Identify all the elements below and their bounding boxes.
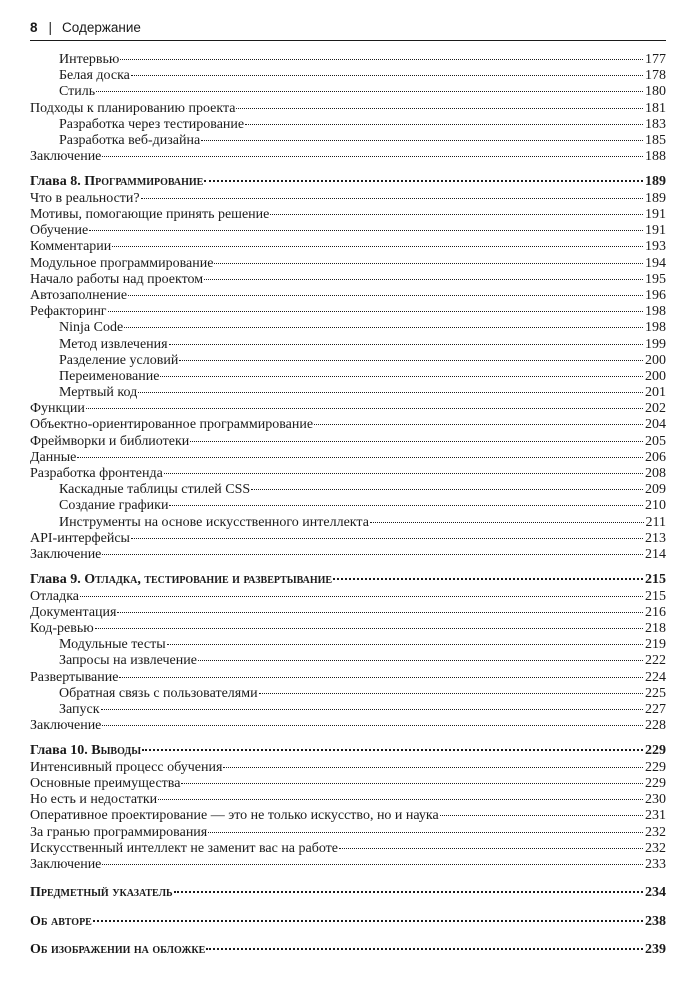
dot-leader bbox=[101, 709, 643, 710]
page-number: 196 bbox=[645, 287, 666, 303]
chapter-title: Выводы bbox=[91, 743, 142, 759]
dot-leader bbox=[112, 246, 643, 247]
page-number: 224 bbox=[645, 669, 666, 685]
chapter-number: Глава 8. bbox=[30, 174, 81, 190]
dot-leader bbox=[245, 124, 643, 125]
toc-entry[interactable] bbox=[30, 369, 666, 385]
dot-leader bbox=[141, 198, 643, 199]
toc-entry[interactable] bbox=[30, 401, 666, 417]
page-number: 188 bbox=[645, 149, 666, 165]
toc-entry[interactable] bbox=[30, 637, 666, 653]
toc-entry[interactable] bbox=[30, 760, 666, 776]
toc-entry[interactable] bbox=[30, 239, 666, 255]
entry-title: Начало работы над проектом bbox=[30, 271, 204, 287]
toc-entry[interactable] bbox=[30, 304, 666, 320]
toc-entry[interactable] bbox=[30, 808, 666, 824]
toc-entry[interactable] bbox=[30, 605, 666, 621]
entry-title: Ninja Code bbox=[59, 320, 124, 336]
page-number: 229 bbox=[645, 743, 666, 759]
dot-leader bbox=[120, 59, 643, 60]
entry-title: Рефакторинг bbox=[30, 304, 107, 320]
dot-leader bbox=[102, 864, 643, 865]
page-number: 239 bbox=[645, 942, 666, 958]
entry-title: Модульные тесты bbox=[59, 637, 166, 653]
entry-title: Отладка bbox=[30, 588, 80, 604]
page-number: 180 bbox=[645, 84, 666, 100]
toc-entry[interactable] bbox=[30, 385, 666, 401]
dot-leader bbox=[206, 948, 643, 950]
page-number: 215 bbox=[645, 572, 666, 588]
dot-leader bbox=[204, 279, 643, 280]
toc-entry[interactable] bbox=[30, 498, 666, 514]
toc-entry[interactable] bbox=[30, 653, 666, 669]
chapter-number: Глава 9. bbox=[30, 572, 81, 588]
entry-title: Основные преимущества bbox=[30, 776, 181, 791]
dot-leader bbox=[440, 815, 643, 816]
chapter-heading[interactable] bbox=[30, 742, 666, 760]
page-number: 216 bbox=[645, 604, 666, 620]
entry-title: Комментарии bbox=[30, 239, 112, 255]
back-matter-entry[interactable] bbox=[30, 884, 666, 902]
page-number: 181 bbox=[645, 100, 666, 116]
dot-leader bbox=[208, 832, 643, 833]
dot-leader bbox=[333, 578, 643, 580]
dot-leader bbox=[124, 327, 643, 328]
page-number: 199 bbox=[645, 336, 666, 352]
entry-title: Код-ревью bbox=[30, 621, 94, 636]
entry-title: Заключение bbox=[30, 149, 102, 165]
page-number: 193 bbox=[645, 239, 666, 255]
header-separator: | bbox=[48, 20, 53, 35]
entry-title: Запросы на извлечение bbox=[59, 653, 197, 669]
toc-entry[interactable] bbox=[30, 353, 666, 369]
page-number: 230 bbox=[645, 792, 666, 808]
page-number: 178 bbox=[645, 68, 666, 84]
entry-title: Подходы к планированию проекта bbox=[30, 100, 236, 116]
dot-leader bbox=[86, 408, 643, 409]
entry-title: Что в реальности? bbox=[30, 190, 140, 206]
page-number: 211 bbox=[645, 514, 666, 530]
dot-leader bbox=[102, 725, 643, 726]
entry-title: Заключение bbox=[30, 856, 102, 872]
entry-title: Фреймворки и библиотеки bbox=[30, 433, 190, 449]
back-matter-title: Предметный указатель bbox=[30, 885, 173, 901]
page-number: 209 bbox=[645, 482, 666, 498]
dot-leader bbox=[138, 392, 643, 393]
toc-entry[interactable] bbox=[30, 589, 666, 605]
dot-leader bbox=[174, 891, 643, 893]
page-number: 232 bbox=[645, 840, 666, 856]
dot-leader bbox=[128, 295, 643, 296]
toc-entry[interactable] bbox=[30, 792, 666, 808]
dot-leader bbox=[236, 108, 643, 109]
page-number: 215 bbox=[645, 588, 666, 604]
entry-title: Метод извлечения bbox=[59, 336, 168, 352]
page-number: 195 bbox=[645, 271, 666, 287]
dot-leader bbox=[179, 360, 643, 361]
toc-entry[interactable] bbox=[30, 702, 666, 718]
page-number: 228 bbox=[645, 718, 666, 734]
dot-leader bbox=[339, 848, 643, 849]
page-number: 191 bbox=[645, 207, 666, 222]
header-title: Содержание bbox=[62, 20, 141, 35]
toc-entry[interactable] bbox=[30, 776, 666, 792]
dot-leader bbox=[95, 628, 643, 629]
chapter-title: Отладка, тестирование и развертывание bbox=[84, 572, 333, 588]
dot-leader bbox=[198, 660, 643, 661]
page-number: 218 bbox=[645, 621, 666, 636]
entry-title: Данные bbox=[30, 449, 77, 465]
page-number: 183 bbox=[645, 116, 666, 132]
entry-title: Переименование bbox=[59, 368, 160, 384]
dot-leader bbox=[201, 140, 643, 141]
page-number: 191 bbox=[645, 223, 666, 239]
chapter-title: Программирование bbox=[84, 174, 204, 190]
toc-entry[interactable] bbox=[30, 686, 666, 702]
entry-title: Разделение условий bbox=[59, 352, 179, 368]
toc-entry[interactable] bbox=[30, 320, 666, 336]
toc-entry[interactable] bbox=[30, 531, 666, 547]
entry-title: Развертывание bbox=[30, 669, 119, 685]
page-number: 231 bbox=[645, 808, 666, 824]
entry-title: Обучение bbox=[30, 223, 89, 239]
toc-entry[interactable] bbox=[30, 68, 666, 84]
dot-leader bbox=[131, 538, 643, 539]
page-number: 189 bbox=[645, 174, 666, 190]
dot-leader bbox=[93, 920, 643, 922]
dot-leader bbox=[169, 344, 643, 345]
page-number: 204 bbox=[645, 417, 666, 433]
dot-leader bbox=[158, 799, 643, 800]
toc-entry[interactable] bbox=[30, 825, 666, 841]
toc-entry[interactable] bbox=[30, 450, 666, 466]
toc-entry[interactable] bbox=[30, 547, 666, 563]
entry-title: Но есть и недостатки bbox=[30, 792, 158, 808]
toc-entry[interactable] bbox=[30, 207, 666, 223]
entry-title: Функции bbox=[30, 401, 85, 417]
toc-entry[interactable] bbox=[30, 117, 666, 133]
dot-leader bbox=[214, 263, 643, 264]
dot-leader bbox=[102, 156, 643, 157]
entry-title: Инструменты на основе искусственного интеллекта bbox=[59, 514, 369, 530]
table-of-contents bbox=[30, 52, 666, 959]
toc-entry[interactable] bbox=[30, 272, 666, 288]
page-number: 200 bbox=[645, 352, 666, 368]
entry-title: Интервью bbox=[59, 52, 120, 67]
dot-leader bbox=[142, 749, 643, 751]
page-number: 227 bbox=[645, 701, 666, 717]
page-number: 222 bbox=[645, 653, 666, 669]
chapter-heading[interactable] bbox=[30, 571, 666, 589]
toc-entry[interactable] bbox=[30, 670, 666, 686]
toc-entry[interactable] bbox=[30, 466, 666, 482]
toc-entry[interactable] bbox=[30, 288, 666, 304]
toc-entry[interactable] bbox=[30, 841, 666, 857]
page-number: 238 bbox=[645, 913, 666, 929]
toc-entry[interactable] bbox=[30, 191, 666, 207]
dot-leader bbox=[314, 424, 643, 425]
toc-entry[interactable] bbox=[30, 417, 666, 433]
page-number: 229 bbox=[645, 759, 666, 775]
dot-leader bbox=[167, 644, 643, 645]
entry-title: Мертвый код bbox=[59, 385, 138, 401]
entry-title: Интенсивный процесс обучения bbox=[30, 759, 223, 775]
page-number: 194 bbox=[645, 255, 666, 271]
page-number: 234 bbox=[645, 885, 666, 901]
dot-leader bbox=[96, 91, 643, 92]
dot-leader bbox=[160, 376, 643, 377]
dot-leader bbox=[108, 311, 643, 312]
entry-title: Создание графики bbox=[59, 498, 169, 514]
back-matter-title: Об авторе bbox=[30, 913, 92, 929]
toc-entry[interactable] bbox=[30, 101, 666, 117]
toc-entry[interactable] bbox=[30, 482, 666, 498]
dot-leader bbox=[370, 522, 644, 523]
entry-title: Каскадные таблицы стилей CSS bbox=[59, 482, 251, 498]
toc-entry[interactable] bbox=[30, 515, 666, 531]
entry-title: Искусственный интеллект не заменит вас на работе bbox=[30, 840, 339, 856]
dot-leader bbox=[80, 596, 643, 597]
page-number: 185 bbox=[645, 132, 666, 148]
page-number: 200 bbox=[645, 368, 666, 384]
page-number: 225 bbox=[645, 685, 666, 701]
toc-entry[interactable] bbox=[30, 52, 666, 68]
page-number: 213 bbox=[645, 530, 666, 546]
entry-title: Оперативное проектирование — это не только искусство, но и наука bbox=[30, 808, 439, 824]
entry-title: Мотивы, помогающие принять решение bbox=[30, 207, 270, 222]
page-number: 233 bbox=[645, 856, 666, 872]
entry-title: Документация bbox=[30, 604, 117, 620]
entry-title: Запуск bbox=[59, 701, 100, 717]
entry-title: Заключение bbox=[30, 718, 102, 734]
dot-leader bbox=[119, 677, 643, 678]
dot-leader bbox=[270, 214, 643, 215]
entry-title: Объектно-ориентированное программирование bbox=[30, 417, 314, 433]
page-number: 219 bbox=[645, 637, 666, 653]
chapter-heading[interactable] bbox=[30, 173, 666, 191]
entry-title: Разработка веб-дизайна bbox=[59, 132, 201, 148]
back-matter-entry[interactable] bbox=[30, 941, 666, 959]
dot-leader bbox=[251, 489, 643, 490]
dot-leader bbox=[204, 180, 643, 182]
running-header bbox=[30, 20, 666, 41]
header-page-number: 8 bbox=[30, 20, 38, 35]
page-number: 198 bbox=[645, 320, 666, 336]
toc-entry[interactable] bbox=[30, 256, 666, 272]
dot-leader bbox=[223, 767, 643, 768]
entry-title: Модульное программирование bbox=[30, 255, 214, 271]
page-number: 201 bbox=[645, 385, 666, 401]
entry-title: Заключение bbox=[30, 546, 102, 562]
toc-entry[interactable] bbox=[30, 718, 666, 734]
toc-entry[interactable] bbox=[30, 337, 666, 353]
entry-title: Разработка через тестирование bbox=[59, 116, 245, 132]
toc-entry[interactable] bbox=[30, 133, 666, 149]
dot-leader bbox=[164, 473, 643, 474]
entry-title: Стиль bbox=[59, 84, 96, 100]
entry-title: Белая доска bbox=[59, 68, 130, 84]
page-number: 229 bbox=[645, 776, 666, 791]
page-number: 198 bbox=[645, 304, 666, 320]
back-matter-entry[interactable] bbox=[30, 913, 666, 931]
page-number: 206 bbox=[645, 449, 666, 465]
dot-leader bbox=[181, 783, 643, 784]
page-number: 210 bbox=[645, 498, 666, 514]
page-number: 205 bbox=[645, 433, 666, 449]
page-number: 208 bbox=[645, 466, 666, 481]
dot-leader bbox=[77, 457, 643, 458]
entry-title: Обратная связь с пользователями bbox=[59, 685, 258, 701]
toc-entry[interactable] bbox=[30, 857, 666, 873]
dot-leader bbox=[169, 505, 643, 506]
entry-title: Автозаполнение bbox=[30, 287, 128, 303]
toc-entry[interactable] bbox=[30, 434, 666, 450]
entry-title: API-интерфейсы bbox=[30, 530, 130, 546]
toc-entry[interactable] bbox=[30, 149, 666, 165]
toc-entry[interactable] bbox=[30, 84, 666, 100]
chapter-number: Глава 10. bbox=[30, 743, 88, 759]
page-number: 189 bbox=[645, 190, 666, 206]
dot-leader bbox=[190, 441, 643, 442]
toc-entry[interactable] bbox=[30, 223, 666, 239]
back-matter-title: Об изображении на обложке bbox=[30, 942, 206, 958]
entry-title: За гранью программирования bbox=[30, 824, 208, 840]
page-number: 214 bbox=[645, 546, 666, 562]
entry-title: Разработка фронтенда bbox=[30, 466, 163, 481]
page-number: 232 bbox=[645, 824, 666, 840]
dot-leader bbox=[117, 612, 643, 613]
page-number: 202 bbox=[645, 401, 666, 417]
page-number: 177 bbox=[645, 52, 666, 67]
dot-leader bbox=[89, 230, 643, 231]
toc-entry[interactable] bbox=[30, 621, 666, 637]
dot-leader bbox=[131, 75, 643, 76]
dot-leader bbox=[102, 554, 643, 555]
dot-leader bbox=[259, 693, 643, 694]
